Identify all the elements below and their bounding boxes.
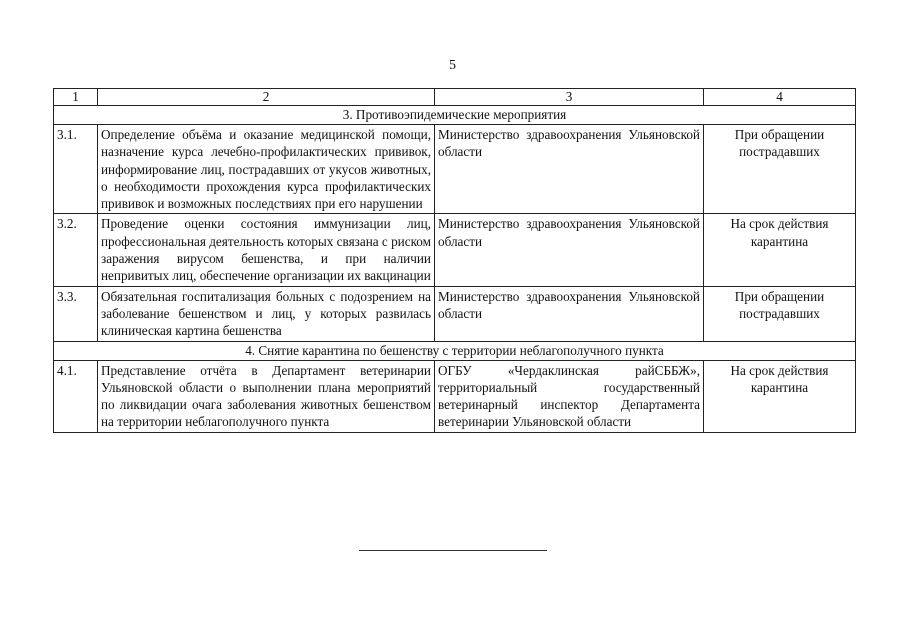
page-number: 5 [449, 58, 456, 73]
row-description: Проведение оценки состояния иммунизации лиц, профессиональная деятельность которых связана с риском заражения вирусом бешенства, и при наличии непривитых лиц, обеспечение организации их вакцинации [98, 214, 435, 286]
section-title: 4. Снятие карантина по бешенству с территории неблагополучного пункта [54, 341, 856, 360]
row-responsible: Министерство здравоохранения Ульяновской области [435, 286, 704, 341]
section-row [54, 341, 856, 360]
column-header: 3 [435, 89, 704, 106]
row-description: Обязательная госпитализация больных с подозрением на заболевание бешенством и лиц, у которых развилась клиническая картина бешенства [98, 286, 435, 341]
column-header: 2 [98, 89, 435, 106]
row-number: 3.2. [54, 214, 98, 286]
row-description: Представление отчёта в Департамент ветеринарии Ульяновской области о выполнении плана мероприятий по ликвидации очага заболевания животных бешенством на территории неблагополучного пункта [98, 360, 435, 432]
row-term: На срок действия карантина [704, 360, 856, 432]
closing-divider-line [359, 550, 547, 551]
table-row [54, 360, 856, 432]
row-number: 3.3. [54, 286, 98, 341]
measures-table [53, 88, 856, 433]
table-header-row [54, 89, 856, 106]
row-responsible: Министерство здравоохранения Ульяновской области [435, 214, 704, 286]
row-number: 3.1. [54, 125, 98, 214]
section-title: 3. Противоэпидемические мероприятия [54, 106, 856, 125]
table-row [54, 214, 856, 286]
row-responsible: ОГБУ «Чердаклинская райСББЖ», территориальный государственный ветеринарный инспектор Департамента ветеринарии Ульяновской области [435, 360, 704, 432]
row-number: 4.1. [54, 360, 98, 432]
column-header: 1 [54, 89, 98, 106]
row-term: При обращении пострадавших [704, 286, 856, 341]
row-description: Определение объёма и оказание медицинской помощи, назначение курса лечебно-профилактических прививок, информирование лиц, пострадавших от укусов животных, о необходимости прохождения курса профилактических прививок и возможных последствиях при его нарушении [98, 125, 435, 214]
row-responsible: Министерство здравоохранения Ульяновской области [435, 125, 704, 214]
table-row [54, 286, 856, 341]
row-term: При обращении пострадавших [704, 125, 856, 214]
section-row [54, 106, 856, 125]
row-term: На срок действия карантина [704, 214, 856, 286]
table-row [54, 125, 856, 214]
column-header: 4 [704, 89, 856, 106]
